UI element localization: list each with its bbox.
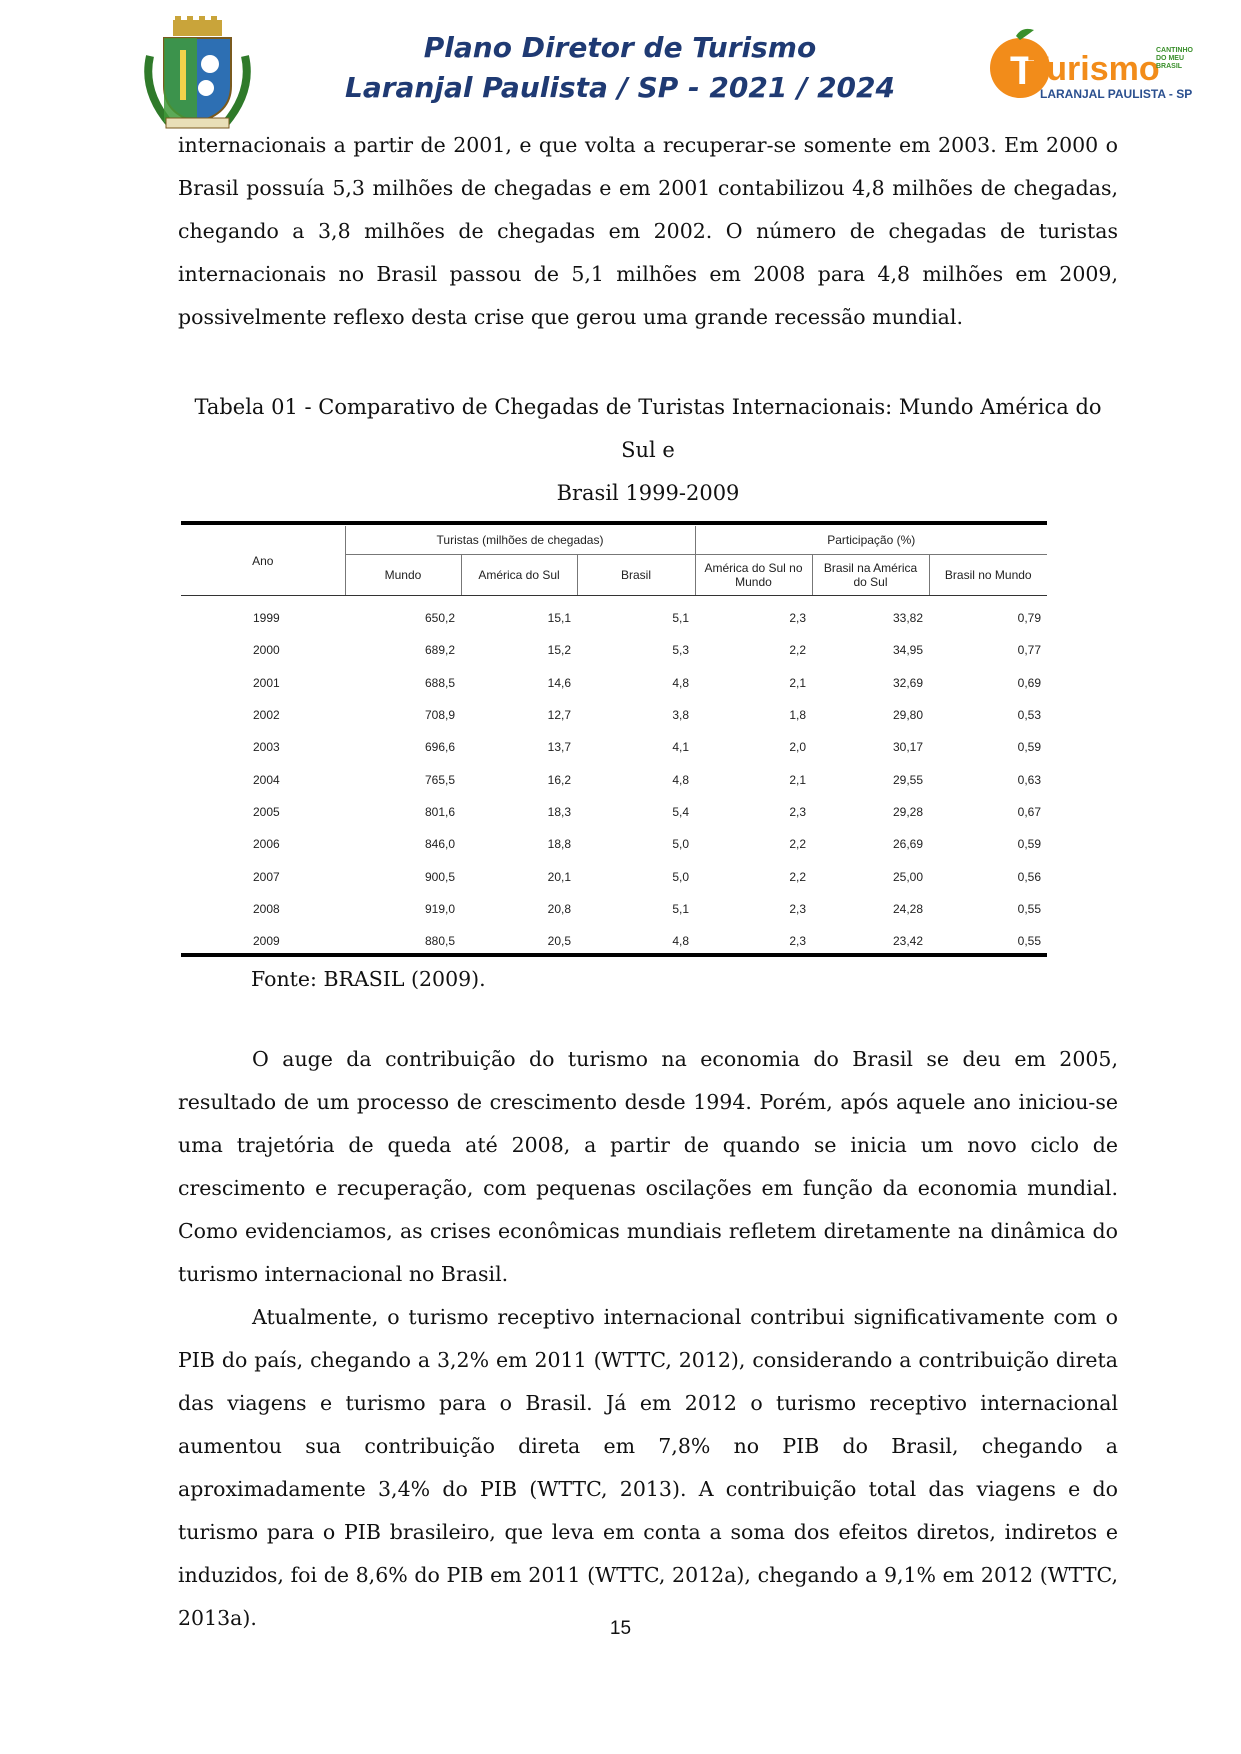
page-number: 15 xyxy=(609,1618,632,1639)
table-cell: 0,77 xyxy=(1017,643,1041,658)
table-cell: 34,95 xyxy=(892,643,923,658)
table-row xyxy=(181,763,1047,795)
table-cell: 2,2 xyxy=(789,643,806,658)
table-cell: 0,79 xyxy=(1017,611,1041,626)
table-cell: 29,28 xyxy=(892,804,923,819)
table-top-rule xyxy=(181,521,1047,525)
table-cell: 765,5 xyxy=(424,772,455,787)
col-group-tourists: Turistas (milhões de chegadas) xyxy=(345,526,695,555)
table-cell-year: 1999 xyxy=(253,611,280,626)
table-row xyxy=(181,667,1047,699)
table-cell: 2,2 xyxy=(789,837,806,852)
table-cell: 0,53 xyxy=(1017,708,1041,723)
table-cell: 26,69 xyxy=(892,837,923,852)
logo-word: Turismo xyxy=(1028,50,1160,88)
document-header-title xyxy=(300,28,940,108)
municipal-coat-of-arms-icon xyxy=(140,16,255,134)
table-cell: 880,5 xyxy=(424,934,455,949)
table-cell: 919,0 xyxy=(424,901,455,916)
header-title-line2: Laranjal Paulista / SP - 2021 / 2024 xyxy=(344,71,896,104)
table-cell: 2,1 xyxy=(789,675,806,690)
table-cell: 13,7 xyxy=(547,740,571,755)
table-cell: 1,8 xyxy=(789,708,806,723)
table-cell: 0,55 xyxy=(1017,901,1041,916)
table-row xyxy=(181,699,1047,731)
table-cell: 24,28 xyxy=(892,901,923,916)
table-cell: 0,59 xyxy=(1017,837,1041,852)
table-cell: 5,0 xyxy=(672,837,689,852)
table-row xyxy=(181,634,1047,666)
table-cell-year: 2002 xyxy=(253,708,280,723)
table-cell-year: 2006 xyxy=(253,837,280,852)
table-cell: 4,8 xyxy=(672,934,689,949)
table-cell: 4,8 xyxy=(672,772,689,787)
table-caption xyxy=(178,386,1118,515)
col-header-br-in-sa: Brasil na América do Sul xyxy=(812,555,929,596)
table-row xyxy=(181,860,1047,892)
table-row xyxy=(181,731,1047,763)
intro-paragraph: internacionais a partir de 2001, e que volta a recuperar-se somente em 2003. Em 2000 o Brasil possuía 5,3 milhões de chegadas e em 2001 contabilizou 4,8 milhões de chegadas, chegando a 3,8 milhões de chegadas em 2002. O número de chegadas de turistas internacionais no Brasil passou de 5,1 milhões em 2008 para 4,8 milhões em 2009, possivelmente reflexo desta crise que gerou uma grande recessão mundial. xyxy=(178,133,1118,329)
table-cell: 0,56 xyxy=(1017,869,1041,884)
table-cell: 15,2 xyxy=(547,643,571,658)
table-cell: 2,3 xyxy=(789,934,806,949)
col-header-year: Ano xyxy=(181,526,345,596)
header-title-line1: Plano Diretor de Turismo xyxy=(423,31,817,64)
table-row xyxy=(181,596,1047,635)
table-caption-line2: Brasil 1999-2009 xyxy=(556,481,740,505)
table-cell: 0,69 xyxy=(1017,675,1041,690)
col-header-south-america: América do Sul xyxy=(461,555,577,596)
table-cell: 5,0 xyxy=(672,869,689,884)
table-cell: 29,80 xyxy=(892,708,923,723)
table-cell: 15,1 xyxy=(547,611,571,626)
table-cell: 0,67 xyxy=(1017,804,1041,819)
paragraph-2: O auge da contribuição do turismo na economia do Brasil se deu em 2005, resultado de um processo de crescimento desde 1994. Porém, após aquele ano iniciou-se uma trajetória de queda até 2008, a partir de quando se inicia um novo ciclo de crescimento e recuperação, com pequenas oscilações em função da economia mundial. Como evidenciamos, as crises econômicas mundiais refletem diretamente na dinâmica do turismo internacional no Brasil. xyxy=(178,1047,1118,1286)
table-cell: 30,17 xyxy=(892,740,923,755)
table-row xyxy=(181,893,1047,925)
table-source: Fonte: BRASIL (2009). xyxy=(251,967,486,991)
table-cell: 5,4 xyxy=(672,804,689,819)
table-cell: 0,55 xyxy=(1017,934,1041,949)
table-cell: 5,1 xyxy=(672,611,689,626)
table-cell: 0,63 xyxy=(1017,772,1041,787)
table-cell: 3,8 xyxy=(672,708,689,723)
arrivals-table xyxy=(181,526,1047,957)
table-cell: 4,1 xyxy=(672,740,689,755)
table-cell: 5,1 xyxy=(672,901,689,916)
table-cell: 708,9 xyxy=(424,708,455,723)
page-header xyxy=(0,0,1241,140)
col-group-participation: Participação (%) xyxy=(695,526,1047,555)
table-cell: 900,5 xyxy=(424,869,455,884)
table-cell-year: 2007 xyxy=(253,869,280,884)
table-cell: 18,3 xyxy=(547,804,571,819)
table-cell: 846,0 xyxy=(424,837,455,852)
table-cell: 18,8 xyxy=(547,837,571,852)
table-cell: 2,1 xyxy=(789,772,806,787)
body-text xyxy=(178,1038,1118,1640)
table-cell: 650,2 xyxy=(424,611,455,626)
col-header-sa-in-world: América do Sul no Mundo xyxy=(695,555,812,596)
table-cell: 801,6 xyxy=(424,804,455,819)
logo-tagline: CANTINHO DO MEU BRASIL xyxy=(1156,47,1193,70)
table-cell: 16,2 xyxy=(547,772,571,787)
svg-text:T: T xyxy=(1010,49,1035,93)
paragraph-3: Atualmente, o turismo receptivo internacional contribui significativamente com o PIB do país, chegando a 3,2% em 2011 (WTTC, 2012), considerando a contribuição direta das viagens e turismo para o Brasil. Já em 2012 o turismo receptivo internacional aumentou sua contribuição direta em 7,8% no PIB do Brasil, chegando a aproximadamente 3,4% do PIB (WTTC, 2013). A contribuição total das viagens e do turismo para o PIB brasileiro, que leva em conta a soma dos efeitos diretos, indiretos e induzidos, foi de 8,6% do PIB em 2011 (WTTC, 2012a), chegando a 9,1% em 2012 (WTTC, 2013a). xyxy=(178,1305,1118,1630)
col-header-br-in-world: Brasil no Mundo xyxy=(929,555,1047,596)
table-row xyxy=(181,828,1047,860)
table-cell-year: 2009 xyxy=(253,934,280,949)
table-cell: 32,69 xyxy=(892,675,923,690)
table-cell: 25,00 xyxy=(892,869,923,884)
table-cell: 0,59 xyxy=(1017,740,1041,755)
table-cell: 23,42 xyxy=(892,934,923,949)
table-cell: 688,5 xyxy=(424,675,455,690)
table-cell: 2,3 xyxy=(789,804,806,819)
table-body xyxy=(181,596,1047,958)
table-cell: 12,7 xyxy=(547,708,571,723)
table-cell-year: 2004 xyxy=(253,772,280,787)
table-bottom-rule xyxy=(181,953,1047,957)
table-cell: 20,5 xyxy=(547,934,571,949)
table-cell: 29,55 xyxy=(892,772,923,787)
table-cell-year: 2001 xyxy=(253,675,280,690)
table-cell-year: 2000 xyxy=(253,643,280,658)
table-cell: 2,0 xyxy=(789,740,806,755)
turismo-logo xyxy=(982,24,1207,106)
table-cell: 20,8 xyxy=(547,901,571,916)
col-header-brazil: Brasil xyxy=(577,555,695,596)
table-caption-line1: Tabela 01 - Comparativo de Chegadas de Turistas Internacionais: Mundo América do Sul e xyxy=(194,395,1102,462)
table-cell-year: 2008 xyxy=(253,901,280,916)
table-cell: 689,2 xyxy=(424,643,455,658)
table-cell: 4,8 xyxy=(672,675,689,690)
logo-subtitle: LARANJAL PAULISTA - SP xyxy=(1040,87,1193,101)
table-cell: 696,6 xyxy=(424,740,455,755)
table-cell: 2,2 xyxy=(789,869,806,884)
table-cell: 2,3 xyxy=(789,901,806,916)
table-cell-year: 2005 xyxy=(253,804,280,819)
table-cell: 33,82 xyxy=(892,611,923,626)
table-cell: 2,3 xyxy=(789,611,806,626)
table-cell-year: 2003 xyxy=(253,740,280,755)
intro-paragraph-block xyxy=(178,124,1118,339)
col-header-world: Mundo xyxy=(345,555,461,596)
table-cell: 14,6 xyxy=(547,675,571,690)
table-row xyxy=(181,796,1047,828)
table-cell: 5,3 xyxy=(672,643,689,658)
table-cell: 20,1 xyxy=(547,869,571,884)
